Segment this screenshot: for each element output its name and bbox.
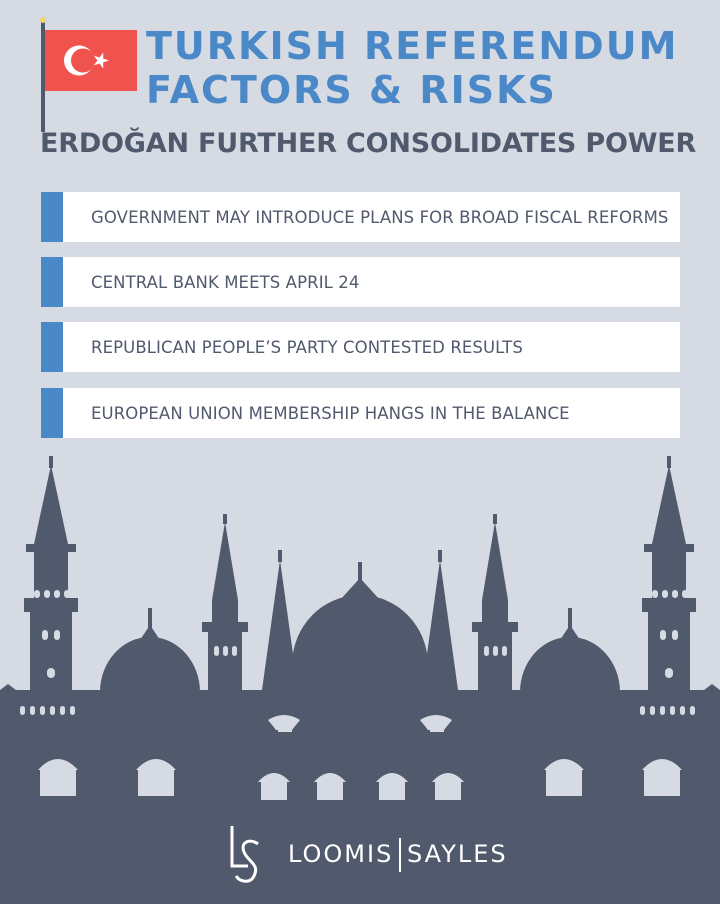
flag-finial	[40, 17, 46, 23]
factor-item	[41, 322, 680, 372]
factor-accent	[41, 257, 63, 307]
brand-logo	[224, 820, 508, 890]
factor-list	[41, 192, 680, 453]
factor-accent	[41, 388, 63, 438]
factor-text: CENTRAL BANK MEETS APRIL 24	[91, 272, 360, 292]
factor-text: GOVERNMENT MAY INTRODUCE PLANS FOR BROAD FISCAL REFORMS	[91, 207, 669, 227]
page-title	[146, 24, 678, 112]
factor-text: REPUBLICAN PEOPLE’S PARTY CONTESTED RESULTS	[91, 337, 523, 357]
factor-item	[41, 192, 680, 242]
factor-item	[41, 257, 680, 307]
factor-accent	[41, 322, 63, 372]
title-line-2: FACTORS & RISKS	[146, 68, 557, 112]
page-subtitle: ERDOĞAN FURTHER CONSOLIDATES POWER	[40, 128, 697, 159]
logo-text-sayles: SAYLES	[407, 840, 508, 868]
turkish-flag-icon	[45, 30, 137, 91]
ls-monogram-icon	[224, 820, 264, 890]
factor-text: EUROPEAN UNION MEMBERSHIP HANGS IN THE BALANCE	[91, 403, 570, 423]
logo-separator	[399, 838, 401, 872]
title-line-1: TURKISH REFERENDUM	[146, 24, 679, 68]
factor-item	[41, 388, 680, 438]
factor-accent	[41, 192, 63, 242]
logo-text-loomis: LOOMIS	[288, 840, 394, 868]
